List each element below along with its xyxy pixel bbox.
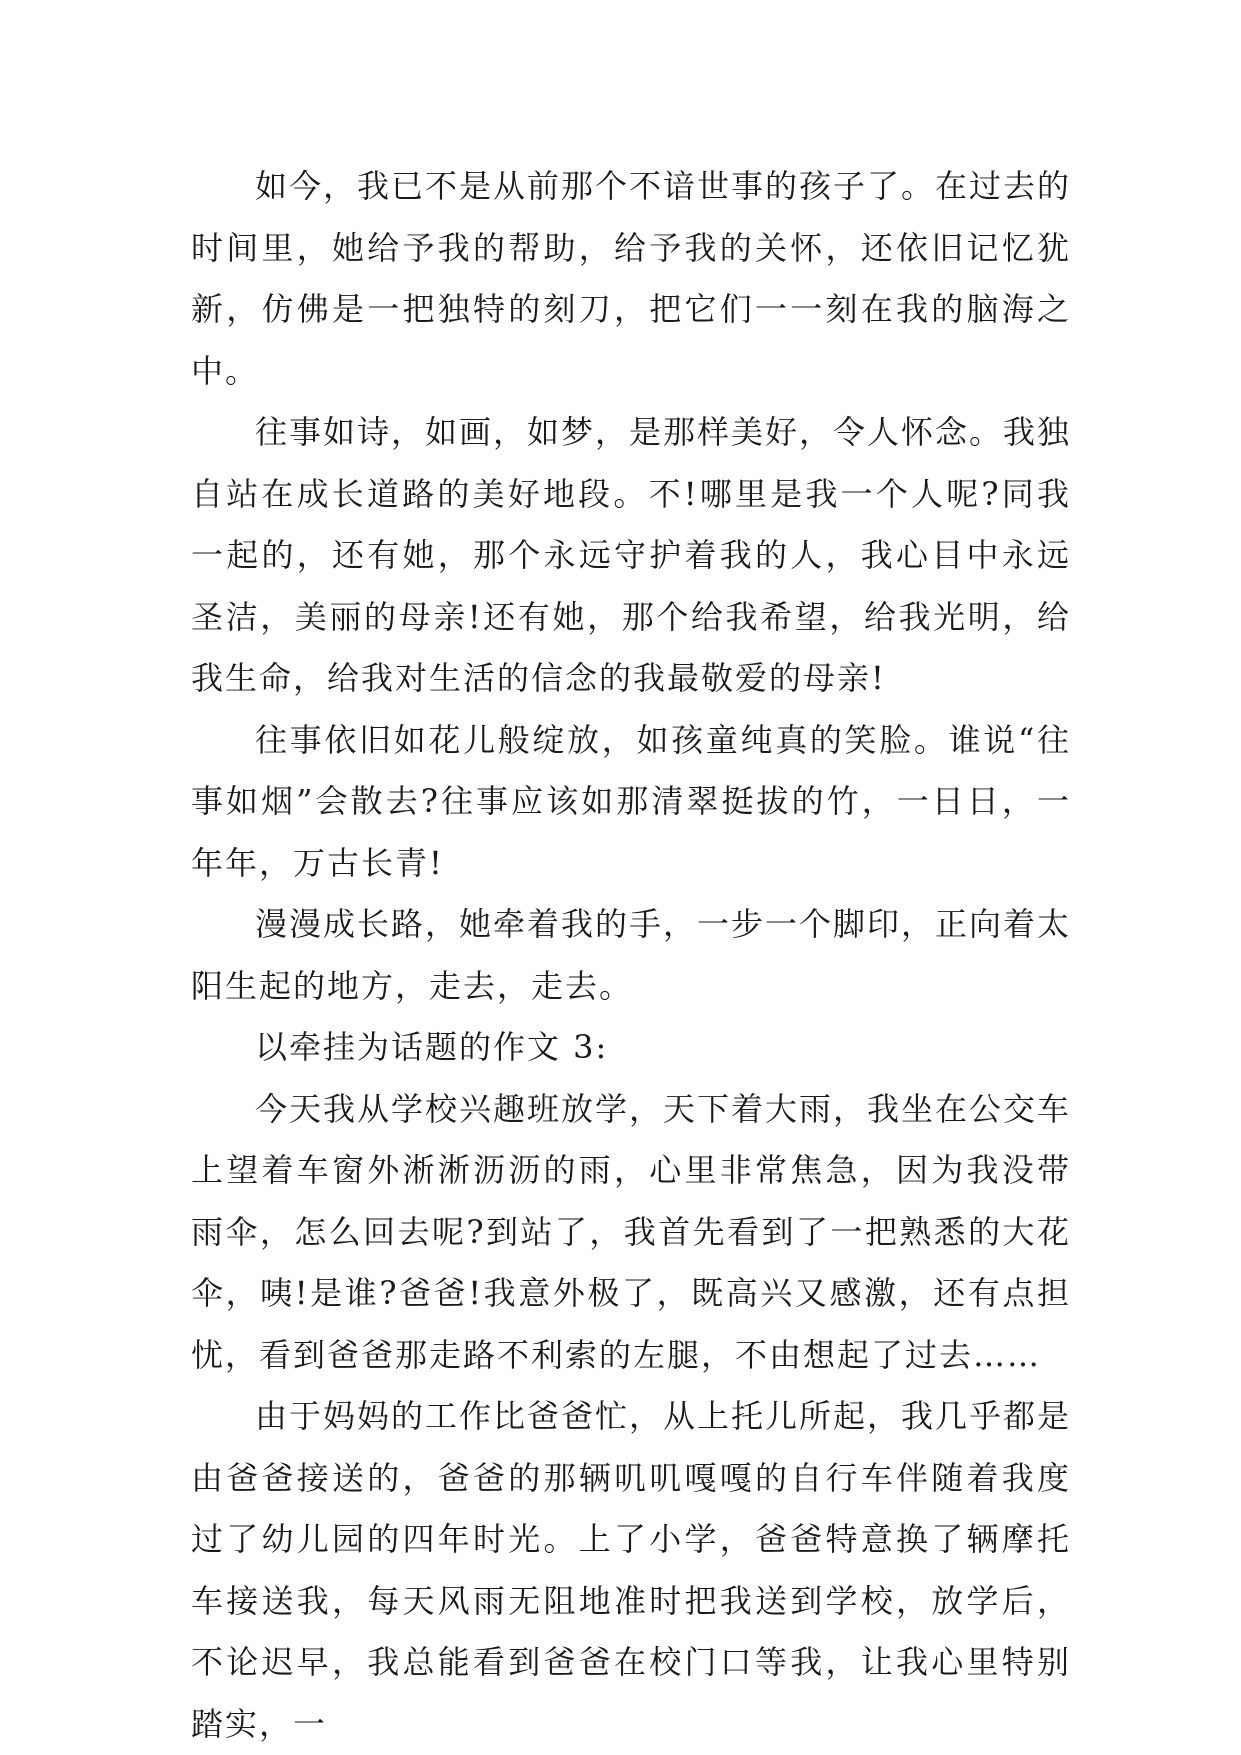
paragraph: 往事依旧如花儿般绽放，如孩童纯真的笑脸。谁说“往事如烟”会散去?往事应该如那清翠挺拔的竹，一日日，一年年，万古长青!	[191, 720, 1071, 882]
paragraph: 今天我从学校兴趣班放学，天下着大雨，我坐在公交车上望着车窗外淅淅沥沥的雨，心里非常焦急，因为我没带雨伞，怎么回去呢?到站了，我首先看到了一把熟悉的大花伞，咦!是谁?爸爸!我意外极了，既高兴又感激，还有点担忧，看到爸爸那走路不利索的左腿，不由想起了过去……	[191, 1089, 1072, 1374]
paragraph: 往事如诗，如画，如梦，是那样美好，令人怀念。我独自站在成长道路的美好地段。不!哪里是我一个人呢?同我一起的，还有她，那个永远守护着我的人，我心目中永远圣洁，美丽的母亲!还有她，那个给我希望，给我光明，给我生命，给我对生活的信念的我最敬爱的母亲!	[191, 413, 1072, 697]
document-body	[191, 156, 1071, 1755]
section-heading: 以牵挂为话题的作文 3:	[255, 1028, 609, 1066]
paragraph: 如今，我已不是从前那个不谙世事的孩子了。在过去的时间里，她给予我的帮助，给予我的关怀，还依旧记忆犹新，仿佛是一把独特的刻刀，把它们一一刻在我的脑海之中。	[191, 167, 1072, 390]
paragraph: 由于妈妈的工作比爸爸忙，从上托儿所起，我几乎都是由爸爸接送的，爸爸的那辆叽叽嘎嘎的自行车伴随着我度过了幼儿园的四年时光。上了小学，爸爸特意换了辆摩托车接送我，每天风雨无阻地准时把我送到学校，放学后，不论迟早，我总能看到爸爸在校门口等我，让我心里特别踏实，一	[191, 1397, 1072, 1743]
paragraph: 漫漫成长路，她牵着我的手，一步一个脚印，正向着太阳生起的地方，走去，走去。	[191, 905, 1072, 1005]
